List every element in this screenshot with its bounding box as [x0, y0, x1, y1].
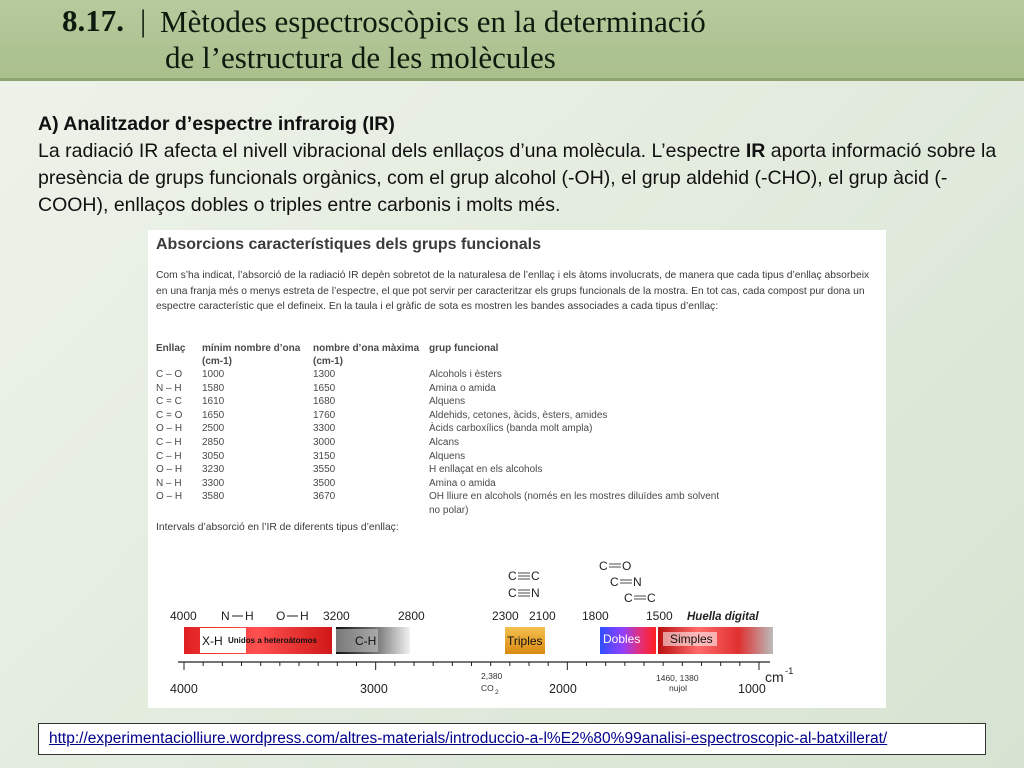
- table-cell: C = O: [156, 409, 183, 421]
- co2-label: CO: [481, 683, 494, 693]
- table-row: [156, 395, 729, 409]
- header-grup: grup funcional: [429, 343, 499, 354]
- table-row: [156, 409, 729, 423]
- top-label-h2: H: [300, 609, 309, 623]
- top-label-h1: H: [245, 609, 254, 623]
- table-cell: C – H: [156, 436, 182, 448]
- source-url-box: [38, 723, 986, 755]
- source-link[interactable]: http://experimentaciolliure.wordpress.com/altres-materials/introduccio-a-l%E2%80%99analisi-espectroscopic-al-batxillerat/: [49, 730, 888, 747]
- panel-paragraph: Com s’ha indicat, l’absorció de la radiació IR depèn sobretot de la naturalesa de l’enllaç i els àtoms involucrats, de manera que cada tipus d’enllaç absorbeix en una franja més o menys estreta de l’espectre, el que pot servir per caracteritzar els grups funcionals de la mostra. En tot cas, cada compost pur dona un espectre característic que el defineix. En la taula i el gràfic de sota es mostren les bandes associades a cada tipus d’enllaç:: [156, 270, 870, 312]
- table-cell: 1650: [313, 382, 336, 394]
- title-bar: [0, 0, 1024, 81]
- table-cell: 3150: [313, 450, 336, 462]
- band-label-ch: C-H: [355, 634, 377, 648]
- top-label-2100: 2100: [529, 609, 556, 623]
- table-cell: 3300: [313, 423, 336, 435]
- paragraph-text-1: La radiació IR afecta el nivell vibracional dels enllaços d’una molècula. L’espectre: [38, 140, 746, 162]
- axis-label-1000: 1000: [738, 682, 766, 696]
- table-row: [156, 422, 729, 436]
- table-cell: 1650: [202, 409, 225, 421]
- axis-label-3000: 3000: [360, 682, 388, 696]
- intro-section: [38, 111, 998, 219]
- triple-c2: C: [531, 569, 540, 583]
- axis-label-2000: 2000: [549, 682, 577, 696]
- double-c4: C: [647, 591, 656, 605]
- table-cell: O – H: [156, 423, 183, 435]
- double-c2: C: [610, 575, 619, 589]
- slide-title-line-1: Mètodes espectroscòpics en la determinació: [160, 4, 706, 39]
- table-cell: 3670: [313, 491, 336, 503]
- table-cell: 1580: [202, 382, 225, 394]
- table-cell: N – H: [156, 382, 182, 394]
- top-label-3200: 3200: [323, 609, 350, 623]
- table-cell: C – H: [156, 450, 182, 462]
- section-heading: A) Analitzador d’espectre infraroig (IR): [38, 113, 395, 135]
- top-label-4000: 4000: [170, 609, 197, 623]
- intervals-label: Intervals d’absorció en l’IR de diferents tipus d’enllaç:: [156, 522, 399, 533]
- double-c3: C: [624, 591, 633, 605]
- table-row: [156, 463, 729, 477]
- slide-title-line-2: de l’estructura de les molècules: [165, 40, 556, 75]
- axis-label-4000: 4000: [170, 682, 198, 696]
- table-cell: 3300: [202, 477, 225, 489]
- table-cell: N – H: [156, 477, 182, 489]
- table-cell: 3000: [313, 436, 336, 448]
- table-row: [156, 382, 729, 396]
- table-cell: Amina o amida: [429, 382, 496, 394]
- section-paragraph: [38, 138, 998, 219]
- table-cell: C = C: [156, 396, 182, 408]
- triple-c1: C: [508, 569, 517, 583]
- table-cell: Aldehids, cetones, àcids, èsters, amides: [429, 409, 608, 421]
- table-cell: 1000: [202, 369, 225, 380]
- table-cell: OH lliure en alcohols (només en les mostres diluïdes amb solvent no polar): [429, 491, 720, 516]
- table-cell: Àcids carboxílics (banda molt ampla): [429, 423, 593, 435]
- ir-ranges-diagram: [148, 550, 886, 708]
- table-cell: Alcans: [429, 436, 460, 448]
- co2-value: 2,380: [481, 671, 503, 681]
- top-label-1500: 1500: [646, 609, 673, 623]
- table-cell: 3550: [313, 464, 336, 476]
- ir-bands-table: [156, 342, 729, 518]
- axis-ticks: [184, 662, 759, 670]
- table-row: [156, 450, 729, 464]
- header-minim: mínim nombre d’ona (cm-1): [202, 343, 301, 367]
- paragraph-text-2: aporta informació sobre la presència de grups funcionals orgànics, com el grup alcohol (-OH), el grup aldehid (-CHO), el grup àcid (-COOH), enllaços dobles o triples entre carbonis i molts més.: [38, 140, 997, 216]
- table-cell: 1610: [202, 396, 225, 408]
- table-row: [156, 477, 729, 491]
- band-label-triples: Triples: [507, 634, 543, 648]
- table-cell: 1680: [313, 396, 336, 408]
- paragraph-bold-ir: IR: [745, 140, 766, 162]
- table-cell: O – H: [156, 464, 183, 476]
- table-cell: C – O: [156, 369, 183, 380]
- table-header-row: [156, 342, 729, 368]
- table-cell: Alquens: [429, 450, 466, 462]
- top-label-huella: Huella digital: [687, 611, 759, 623]
- nujol-values: 1460, 1380: [656, 673, 699, 683]
- table-cell: 3050: [202, 450, 225, 462]
- table-cell: 3230: [202, 464, 225, 476]
- double-n: N: [633, 575, 642, 589]
- triple-n: N: [531, 586, 540, 600]
- nujol-label: nujol: [669, 683, 687, 693]
- table-cell: Alcohols i èsters: [429, 369, 502, 380]
- table-cell: O – H: [156, 491, 183, 503]
- table-cell: 1760: [313, 409, 336, 421]
- band-label-heteroatoms: Unidos a heteroátomos: [228, 636, 317, 645]
- axis-unit: cm: [765, 669, 784, 685]
- top-label-2300: 2300: [492, 609, 519, 623]
- triple-c3: C: [508, 586, 517, 600]
- top-label-n: N: [221, 609, 230, 623]
- ir-absorptions-panel: [148, 230, 886, 708]
- band-label-simples: Simples: [670, 632, 713, 646]
- double-c1: C: [599, 559, 608, 573]
- header-enllac: Enllaç: [156, 343, 186, 354]
- header-maxim: nombre d’ona màxima (cm-1): [313, 343, 420, 367]
- slide-number: 8.17.: [62, 3, 124, 38]
- table-cell: 1300: [313, 369, 336, 380]
- panel-title: Absorcions característiques dels grups funcionals: [156, 236, 541, 253]
- table-cell: Amina o amida: [429, 477, 496, 489]
- top-label-2800: 2800: [398, 609, 425, 623]
- table-row: [156, 368, 729, 382]
- top-label-o: O: [276, 609, 286, 623]
- table-row: [156, 436, 729, 450]
- co2-subscript: 2: [495, 689, 499, 696]
- table-row: [156, 490, 729, 517]
- table-cell: Alquens: [429, 396, 466, 408]
- band-label-xh: X-H: [202, 634, 223, 648]
- top-label-1800: 1800: [582, 609, 609, 623]
- table-cell: 2500: [202, 423, 225, 435]
- table-cell: 3580: [202, 491, 225, 503]
- table-cell: H enllaçat en els alcohols: [429, 464, 543, 476]
- double-o: O: [622, 559, 632, 573]
- title-separator: |: [140, 3, 147, 38]
- ir-ranges-svg: [148, 550, 886, 708]
- band-label-dobles: Dobles: [603, 632, 641, 646]
- table-cell: 2850: [202, 436, 225, 448]
- table-cell: 3500: [313, 477, 336, 489]
- axis-unit-exp: -1: [785, 666, 794, 677]
